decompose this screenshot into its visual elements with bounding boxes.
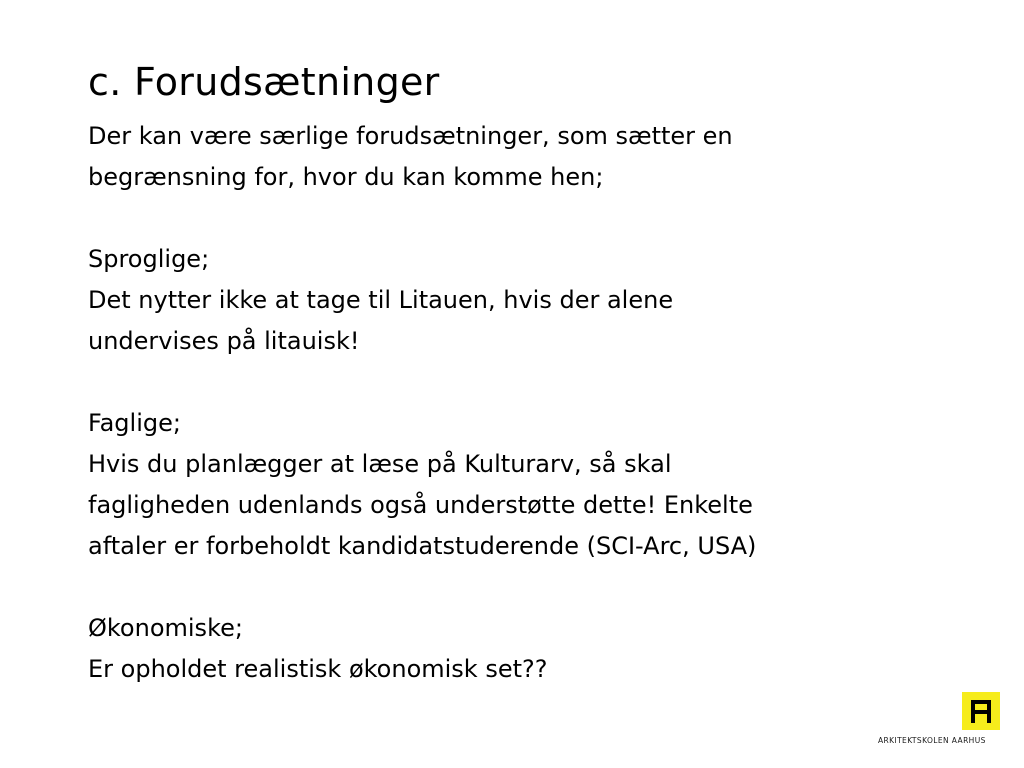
paragraph-spacer — [88, 567, 968, 608]
section-heading-academic: Faglige; — [88, 409, 181, 437]
section-line: fagligheden udenlands også understøtte dette! Enkelte — [88, 491, 753, 519]
section-line: undervises på litauisk! — [88, 327, 360, 355]
slide-body — [88, 116, 968, 690]
section-line: aftaler er forbeholdt kandidatstuderende (SCI-Arc, USA) — [88, 532, 757, 560]
intro-line: Der kan være særlige forudsætninger, som sætter en — [88, 122, 733, 150]
logo-text: ARKITEKTSKOLEN AARHUS — [878, 736, 986, 745]
slide-title: c. Forudsætninger — [88, 60, 440, 104]
section-line: Hvis du planlægger at læse på Kulturarv, så skal — [88, 450, 672, 478]
section-line: Det nytter ikke at tage til Litauen, hvis der alene — [88, 286, 674, 314]
paragraph-spacer — [88, 362, 968, 403]
section-line: Er opholdet realistisk økonomisk set?? — [88, 655, 548, 683]
paragraph-spacer — [88, 198, 968, 239]
section-heading-economic: Økonomiske; — [88, 614, 243, 642]
section-heading-language: Sproglige; — [88, 245, 210, 273]
intro-line: begrænsning for, hvor du kan komme hen; — [88, 163, 604, 191]
aarhus-school-logo-icon — [962, 692, 1000, 730]
school-logo — [878, 692, 1008, 752]
